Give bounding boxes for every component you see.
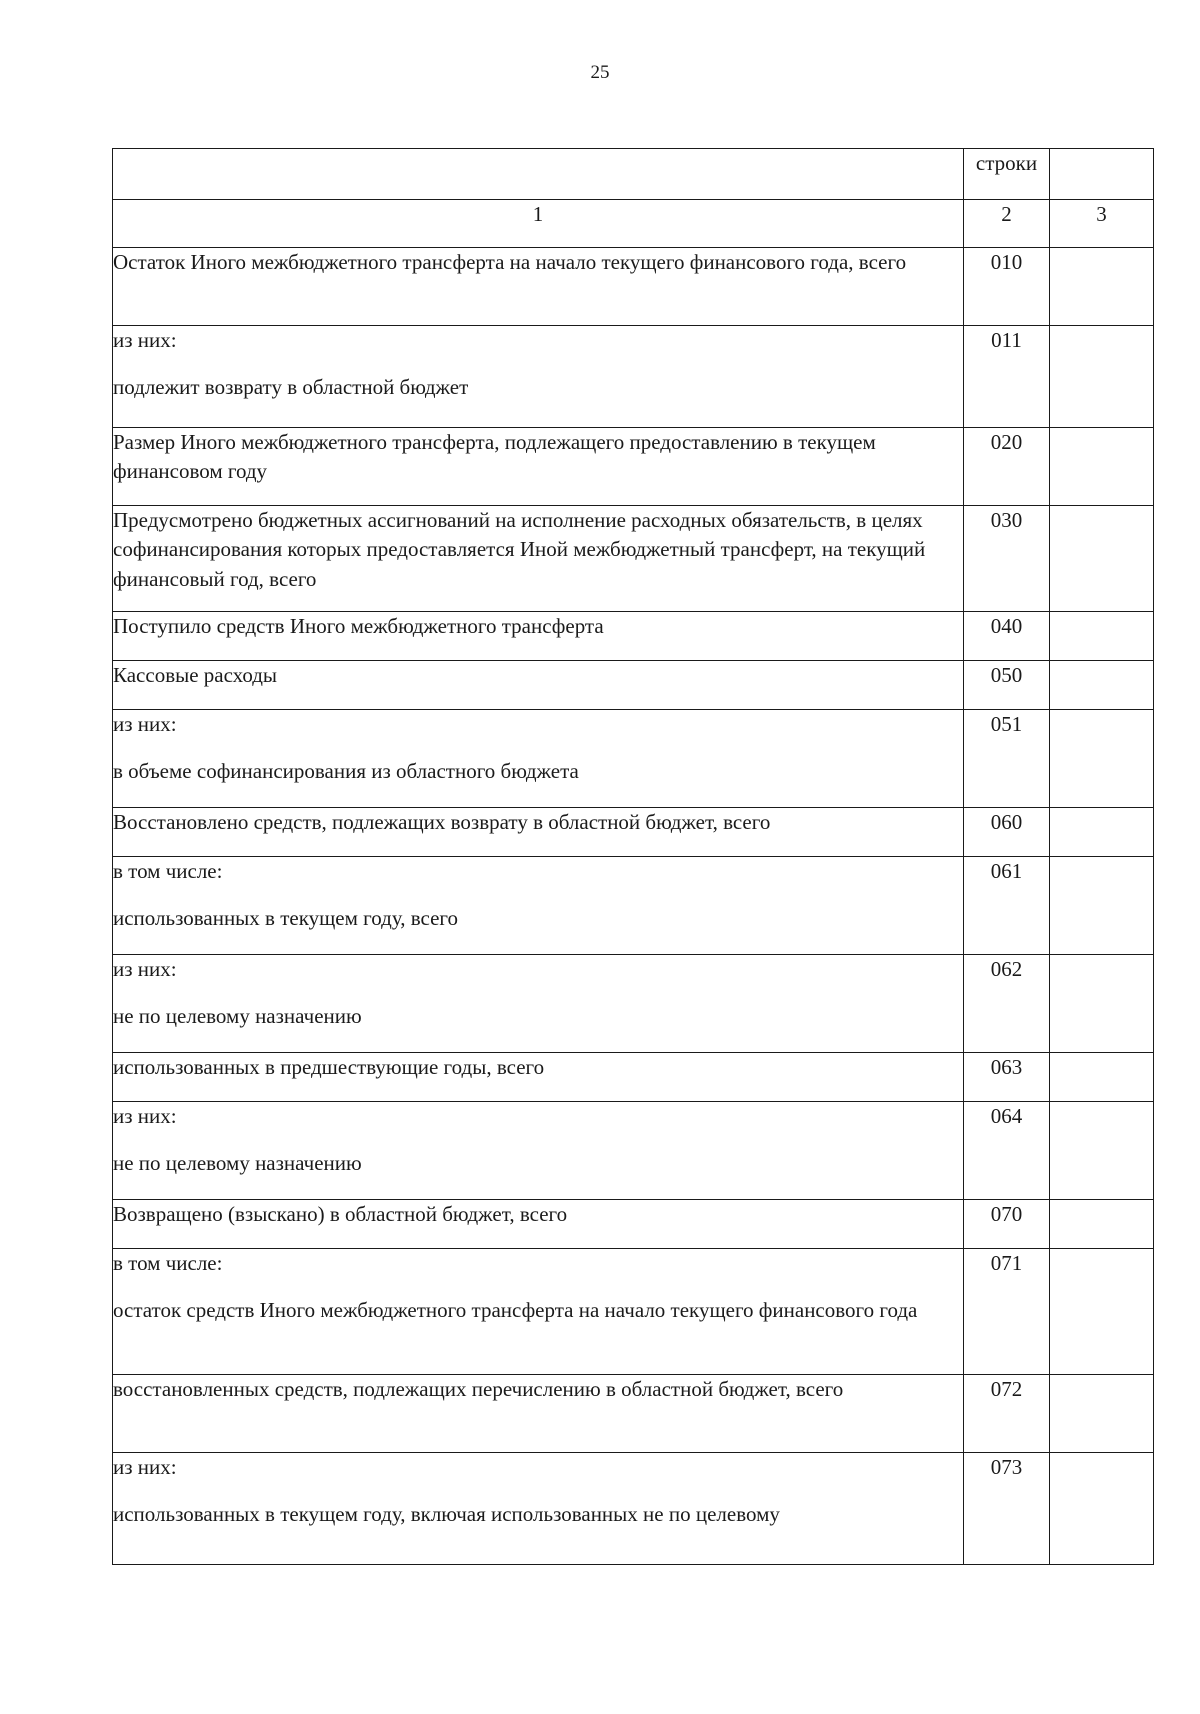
row-text: Поступило средств Иного межбюджетного трансферта (113, 614, 604, 638)
row-group-label: из них: (113, 712, 177, 736)
table-row (113, 1053, 1154, 1102)
row-line-code: 073 (964, 1453, 1050, 1565)
table-row (113, 955, 1154, 1053)
table-row (113, 857, 1154, 955)
row-description (113, 428, 964, 506)
table-row (113, 661, 1154, 710)
table-row (113, 428, 1154, 506)
row-text: Остаток Иного межбюджетного трансферта на начало текущего финансового года, всего (113, 250, 907, 274)
row-value-cell[interactable] (1050, 326, 1154, 428)
table-row (113, 1249, 1154, 1375)
row-value-cell[interactable] (1050, 1375, 1154, 1453)
row-value-cell[interactable] (1050, 857, 1154, 955)
table-header-row (113, 149, 1154, 200)
row-text: использованных в текущем году, всего (113, 906, 458, 931)
table-row (113, 326, 1154, 428)
row-value-cell[interactable] (1050, 506, 1154, 612)
row-text: не по целевому назначению (113, 1004, 362, 1029)
row-description (113, 1200, 964, 1249)
row-line-code: 010 (964, 248, 1050, 326)
row-description (113, 506, 964, 612)
row-value-cell[interactable] (1050, 710, 1154, 808)
row-line-code: 011 (964, 326, 1050, 428)
row-description (113, 955, 964, 1053)
row-line-code: 030 (964, 506, 1050, 612)
row-text: подлежит возврату в областной бюджет (113, 375, 469, 400)
row-text: использованных в текущем году, включая использованных не по целевому (113, 1502, 780, 1527)
row-text: Кассовые расходы (113, 663, 278, 687)
table-row (113, 1375, 1154, 1453)
column-number-3: 3 (1050, 200, 1154, 248)
row-description (113, 661, 964, 710)
row-value-cell[interactable] (1050, 661, 1154, 710)
header-cell-line-code: строки (964, 149, 1050, 200)
column-number-1: 1 (113, 200, 964, 248)
row-description (113, 1249, 964, 1375)
row-group-label: из них: (113, 957, 177, 981)
row-description (113, 1053, 964, 1102)
row-value-cell[interactable] (1050, 1453, 1154, 1565)
row-description (113, 1453, 964, 1565)
row-value-cell[interactable] (1050, 955, 1154, 1053)
table-row (113, 248, 1154, 326)
row-description (113, 326, 964, 428)
row-value-cell[interactable] (1050, 1249, 1154, 1375)
row-text: не по целевому назначению (113, 1151, 362, 1176)
row-line-code: 063 (964, 1053, 1050, 1102)
table-row (113, 506, 1154, 612)
row-line-code: 072 (964, 1375, 1050, 1453)
row-group-label: из них: (113, 328, 177, 352)
row-line-code: 020 (964, 428, 1050, 506)
header-cell-value (1050, 149, 1154, 200)
row-line-code: 064 (964, 1102, 1050, 1200)
table-row (113, 612, 1154, 661)
row-value-cell[interactable] (1050, 808, 1154, 857)
table-row (113, 710, 1154, 808)
row-description (113, 248, 964, 326)
row-line-code: 060 (964, 808, 1050, 857)
table-row (113, 1200, 1154, 1249)
table-body (113, 248, 1154, 1565)
row-group-label: из них: (113, 1104, 177, 1128)
row-value-cell[interactable] (1050, 1102, 1154, 1200)
row-line-code: 050 (964, 661, 1050, 710)
row-description (113, 1102, 964, 1200)
row-text: Размер Иного межбюджетного трансферта, подлежащего предоставлению в текущем финансовом году (113, 430, 876, 484)
column-number-row (113, 200, 1154, 248)
row-text: Возвращено (взыскано) в областной бюджет, всего (113, 1202, 568, 1226)
row-text: восстановленных средств, подлежащих перечислению в областной бюджет, всего (113, 1377, 844, 1401)
row-value-cell[interactable] (1050, 612, 1154, 661)
row-line-code: 040 (964, 612, 1050, 661)
table-row (113, 808, 1154, 857)
header-cell-description (113, 149, 964, 200)
row-value-cell[interactable] (1050, 1200, 1154, 1249)
row-value-cell[interactable] (1050, 248, 1154, 326)
row-text: остаток средств Иного межбюджетного трансферта на начало текущего финансового года (113, 1298, 918, 1323)
table-row (113, 1102, 1154, 1200)
row-value-cell[interactable] (1050, 1053, 1154, 1102)
row-line-code: 071 (964, 1249, 1050, 1375)
row-description (113, 612, 964, 661)
table-row (113, 1453, 1154, 1565)
row-text: Предусмотрено бюджетных ассигнований на исполнение расходных обязательств, в целях софинансирования которых предоставляется Иной межбюджетный трансферт, на текущий финансовый год, всего (113, 508, 926, 591)
report-table (112, 148, 1154, 1565)
row-group-label: из них: (113, 1455, 177, 1479)
row-line-code: 070 (964, 1200, 1050, 1249)
page-number: 25 (590, 62, 610, 83)
row-description (113, 1375, 964, 1453)
row-line-code: 062 (964, 955, 1050, 1053)
row-text: в объеме софинансирования из областного бюджета (113, 759, 579, 784)
row-group-label: в том числе: (113, 859, 223, 883)
column-number-2: 2 (964, 200, 1050, 248)
row-value-cell[interactable] (1050, 428, 1154, 506)
row-description (113, 808, 964, 857)
row-group-label: в том числе: (113, 1251, 223, 1275)
row-line-code: 051 (964, 710, 1050, 808)
row-text: Восстановлено средств, подлежащих возврату в областной бюджет, всего (113, 810, 771, 834)
row-text: использованных в предшествующие годы, всего (113, 1055, 545, 1079)
row-line-code: 061 (964, 857, 1050, 955)
row-description (113, 857, 964, 955)
row-description (113, 710, 964, 808)
